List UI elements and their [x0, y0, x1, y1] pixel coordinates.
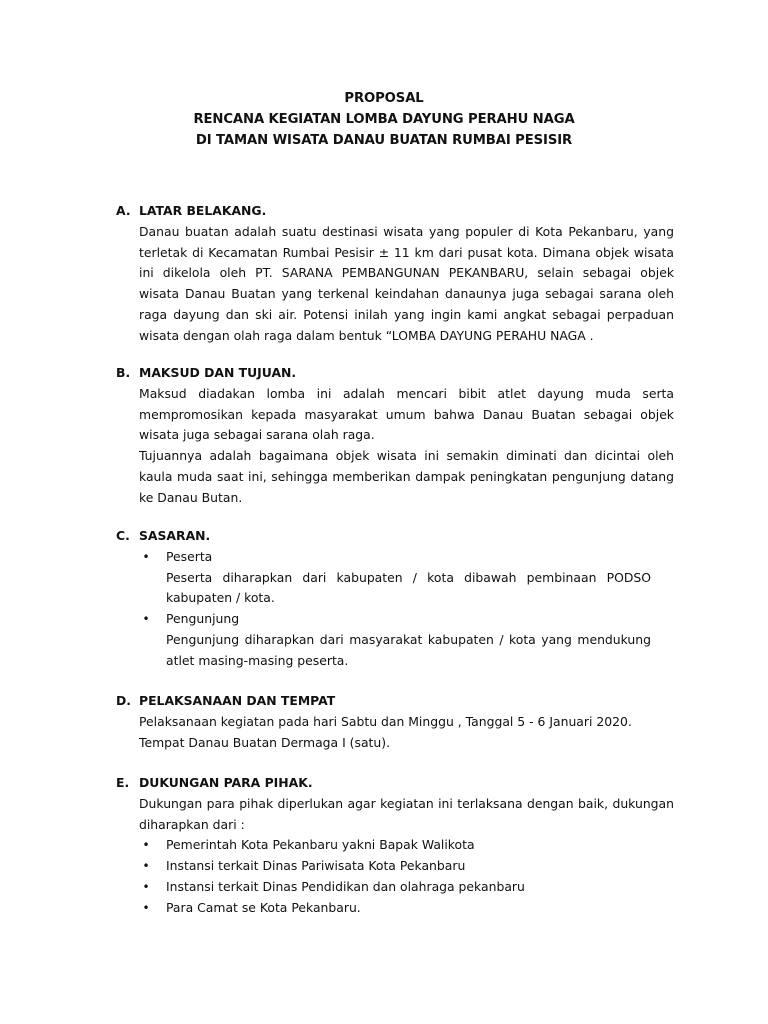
list-item-label: Instansi terkait Dinas Pendidikan dan olahraga pekanbaru	[166, 878, 525, 894]
paragraph-line: mempromosikan kepada masyarakat umum bahwa Danau Buatan sebagai objek	[139, 406, 674, 422]
section-latar-belakang	[116, 201, 676, 347]
section-letter: A.	[116, 203, 131, 218]
list-item	[142, 835, 674, 856]
section-dukungan-para-pihak	[116, 773, 676, 919]
paragraph-line: Tujuannya adalah bagaimana objek wisata ini semakin diminati dan dicintai oleh	[139, 448, 674, 464]
title-line-3: DI TAMAN WISATA DANAU BUATAN RUMBAI PESISIR	[195, 133, 573, 148]
list-item-label: Pengunjung	[166, 611, 240, 627]
list-item-label: Peserta	[166, 548, 213, 564]
paragraph-line: diharapkan dari :	[139, 816, 245, 832]
list-item	[142, 877, 674, 898]
paragraph-line: wisata juga sebagai sarana olah raga.	[139, 427, 375, 443]
section-title: DUKUNGAN PARA PIHAK.	[139, 775, 313, 790]
bullet-icon: •	[142, 900, 150, 915]
section-letter: C.	[116, 528, 130, 543]
paragraph-line: ke Danau Butan.	[139, 489, 243, 505]
paragraph-line: wisata dengan olah raga dalam bentuk “LOMBA DAYUNG PERAHU NAGA .	[139, 327, 594, 343]
list-item-label: Pemerintah Kota Pekanbaru yakni Bapak Walikota	[166, 837, 475, 853]
bullet-icon: •	[142, 612, 150, 627]
section-pelaksanaan-dan-tempat	[116, 691, 676, 753]
paragraph-line: ini dikelola oleh PT. SARANA PEMBANGUNAN PEKANBARU, selain sebagai objek	[139, 265, 674, 281]
paragraph-line: kaula muda saat ini, sehingga memberikan dampak peningkatan pengunjung datang	[139, 468, 674, 484]
list-item-description: kabupaten / kota.	[166, 590, 275, 606]
paragraph-line: Pelaksanaan kegiatan pada hari Sabtu dan Minggu , Tanggal 5 - 6 Januari 2020.	[139, 713, 632, 729]
title-line-2: RENCANA KEGIATAN LOMBA DAYUNG PERAHU NAGA	[193, 112, 575, 127]
paragraph-line: raga dayung dan ski air. Potensi inilah yang ingin kami angkat sebagai perpaduan	[139, 306, 674, 322]
section-paragraph	[139, 794, 674, 836]
title-line-1: PROPOSAL	[344, 91, 424, 106]
paragraph-line: terletak di Kecamatan Rumbai Pesisir ± 11 km dari pusat kota. Dimana objek wisata	[139, 244, 674, 260]
proposal-title	[0, 88, 768, 151]
paragraph-line: Tempat Danau Buatan Dermaga I (satu).	[139, 734, 391, 750]
list-item-description: Pengunjung diharapkan dari masyarakat kabupaten / kota yang mendukung	[166, 631, 651, 647]
section-heading	[116, 526, 676, 547]
section-paragraph	[139, 222, 674, 347]
section-letter: B.	[116, 365, 131, 380]
section-heading	[116, 201, 676, 222]
section-letter: D.	[116, 693, 131, 708]
list-item-label: Para Camat se Kota Pekanbaru.	[166, 899, 361, 915]
list-item	[142, 856, 674, 877]
paragraph-line: wisata Danau Buatan yang terkenal keindahan danaunya juga sebagai sarana oleh	[139, 286, 674, 302]
list-item-description: atlet masing-masing peserta.	[166, 652, 349, 668]
section-heading	[116, 773, 676, 794]
section-heading	[116, 691, 676, 712]
bullet-icon: •	[142, 879, 150, 894]
section-letter: E.	[116, 775, 130, 790]
list-item	[142, 898, 674, 919]
paragraph-line: Danau buatan adalah suatu destinasi wisata yang populer di Kota Pekanbaru, yang	[139, 223, 674, 239]
section-maksud-dan-tujuan	[116, 363, 676, 509]
bullet-icon: •	[142, 859, 150, 874]
section-sasaran	[116, 526, 676, 672]
section-title: SASARAN.	[139, 528, 211, 543]
paragraph-line: Maksud diadakan lomba ini adalah mencari bibit atlet dayung muda serta	[139, 385, 674, 401]
list-item	[142, 547, 674, 609]
section-title: MAKSUD DAN TUJUAN.	[139, 365, 297, 380]
section-paragraph	[139, 384, 674, 509]
list-item-label: Instansi terkait Dinas Pariwisata Kota Pekanbaru	[166, 858, 466, 874]
bullet-icon: •	[142, 838, 150, 853]
section-heading	[116, 363, 676, 384]
list-item	[142, 609, 674, 671]
bullet-icon: •	[142, 549, 150, 564]
section-title: LATAR BELAKANG.	[139, 203, 267, 218]
section-title: PELAKSANAAN DAN TEMPAT	[139, 693, 336, 708]
paragraph-line: Dukungan para pihak diperlukan agar kegiatan ini terlaksana dengan baik, dukungan	[139, 795, 674, 811]
section-paragraph	[139, 712, 674, 754]
list-item-description: Peserta diharapkan dari kabupaten / kota dibawah pembinaan PODSO	[166, 569, 651, 585]
